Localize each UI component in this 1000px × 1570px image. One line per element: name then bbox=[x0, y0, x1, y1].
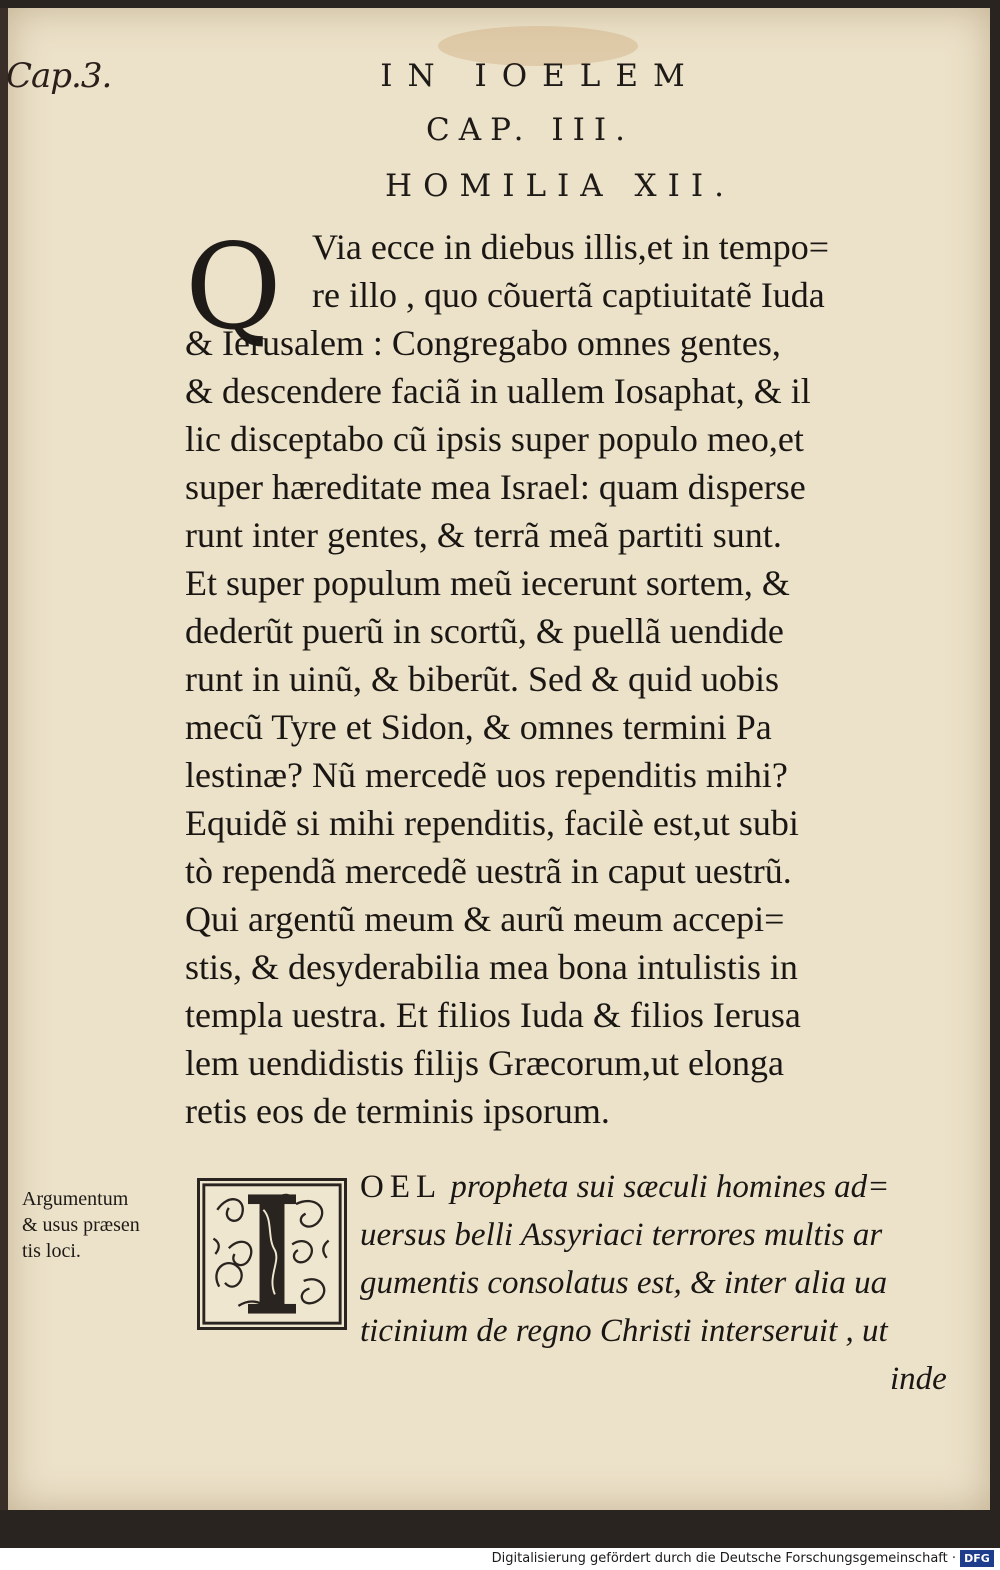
catchword: inde bbox=[890, 1361, 947, 1397]
funding-credit: Digitalisierung gefördert durch die Deutsche Forschungsgemeinschaft · bbox=[491, 1551, 956, 1566]
commentary-line: ticinium de regno Christi interseruit , ut bbox=[360, 1313, 888, 1349]
footer-bar bbox=[0, 1548, 1000, 1570]
chapter-heading: CAP. III. bbox=[426, 112, 634, 148]
margin-note-line: tis loci. bbox=[22, 1240, 81, 1262]
scripture-line: re illo , quo cõuertã captiuitatẽ Iuda bbox=[312, 275, 825, 315]
woodcut-initial-i-icon bbox=[197, 1178, 347, 1330]
commentary-line: uersus belli Assyriaci terrores multis ar bbox=[360, 1217, 883, 1253]
commentary-initial-caps: OEL bbox=[360, 1169, 443, 1205]
scripture-line: tò rependã mercedẽ uestrã in caput uestrũ. bbox=[185, 851, 792, 891]
homily-heading: HOMILIA XII. bbox=[385, 168, 735, 204]
handwritten-chapter-note: Cap.3. bbox=[6, 56, 112, 96]
margin-note bbox=[22, 1186, 182, 1264]
scripture-line: lestinæ? Nũ mercedẽ uos rependitis mihi? bbox=[185, 755, 788, 795]
scripture-line: Equidẽ si mihi rependitis, facilè est,ut subi bbox=[185, 803, 799, 843]
scripture-line: runt inter gentes, & terrã meã partiti sunt. bbox=[185, 515, 782, 555]
scripture-line: & Ierusalem : Congregabo omnes gentes, bbox=[185, 323, 781, 363]
drop-cap-initial: Q bbox=[185, 218, 282, 356]
scripture-line: Via ecce in diebus illis,et in tempo= bbox=[312, 227, 830, 267]
margin-note-line: & usus præsen bbox=[22, 1214, 140, 1236]
running-head: IN IOELEM bbox=[380, 58, 700, 94]
scripture-line: runt in uinũ, & biberũt. Sed & quid uobis bbox=[185, 659, 779, 699]
commentary-line-1 bbox=[360, 1164, 889, 1210]
scripture-line: super hæreditate mea Israel: quam disperse bbox=[185, 467, 806, 507]
scripture-line: lic disceptabo cũ ipsis super populo meo,et bbox=[185, 419, 804, 459]
scripture-line: Et super populum meũ iecerunt sortem, & bbox=[185, 563, 790, 603]
scripture-line: mecũ Tyre et Sidon, & omnes termini Pa bbox=[185, 707, 772, 747]
margin-note-line: Argumentum bbox=[22, 1188, 129, 1210]
scripture-line: retis eos de terminis ipsorum. bbox=[185, 1091, 610, 1131]
commentary-line: gumentis consolatus est, & inter alia ua bbox=[360, 1265, 888, 1301]
commentary-first-line-text: propheta sui sæculi homines ad= bbox=[450, 1169, 890, 1205]
scripture-line: stis, & desyderabilia mea bona intulistis in bbox=[185, 947, 798, 987]
scripture-line: templa uestra. Et filios Iuda & filios Ierusa bbox=[185, 995, 801, 1035]
scripture-line: Qui argentũ meum & aurũ meum accepi= bbox=[185, 899, 785, 939]
scripture-line: dederũt puerũ in scortũ, & puellã uendide bbox=[185, 611, 784, 651]
dfg-logo: DFG bbox=[960, 1550, 994, 1567]
scripture-line: lem uendidistis filijs Græcorum,ut elonga bbox=[185, 1043, 784, 1083]
scripture-line: & descendere faciã in uallem Iosaphat, & il bbox=[185, 371, 811, 411]
